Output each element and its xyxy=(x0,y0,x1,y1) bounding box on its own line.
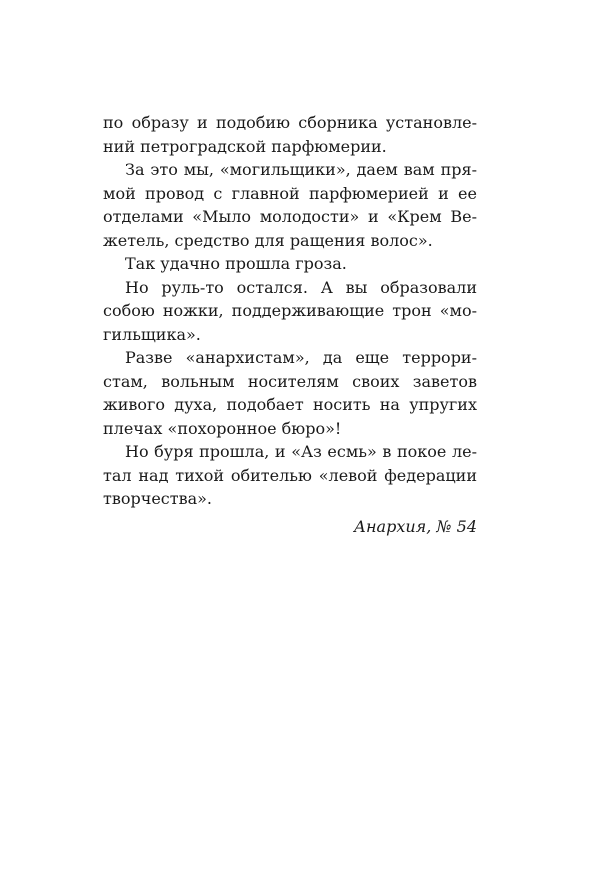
text-line: живого духа, подобает носить на упругих xyxy=(103,395,477,414)
paragraph-first-line: Разве «анархистам», да еще террори- xyxy=(125,348,477,367)
paragraph-first-line: Так удачно прошла гроза. xyxy=(125,254,347,273)
text-line: стам, вольным носителям своих заветов xyxy=(103,371,477,391)
text-line: по образу и подобию сборника установле- xyxy=(103,113,477,132)
source-signature: Анархия, № 54 xyxy=(353,516,477,536)
text-line: гильщика». xyxy=(103,324,201,344)
text-line: плечах «похоронное бюро»! xyxy=(103,418,342,438)
text-line: ний петроградской парфюмерии. xyxy=(103,136,387,156)
text-line: мой провод с главной парфюмерией и ее xyxy=(103,183,477,203)
text-line: тал над тихой обителью «левой федерации xyxy=(103,465,477,485)
text-line: собою ножки, поддерживающие трон «мо- xyxy=(103,301,477,320)
paragraph-first-line: Но буря прошла, и «Аз есмь» в покое ле- xyxy=(125,442,477,461)
text-line: отделами «Мыло молодости» и «Крем Ве- xyxy=(103,207,477,226)
text-line: творчества». xyxy=(103,489,213,508)
paragraph-first-line: За это мы, «могильщики», даем вам пря- xyxy=(125,160,477,179)
paragraph-first-line: Но руль-то остался. А вы образовали xyxy=(125,277,477,297)
body-text xyxy=(103,111,477,539)
text-line: жетель, средство для ращения волос». xyxy=(103,230,433,250)
